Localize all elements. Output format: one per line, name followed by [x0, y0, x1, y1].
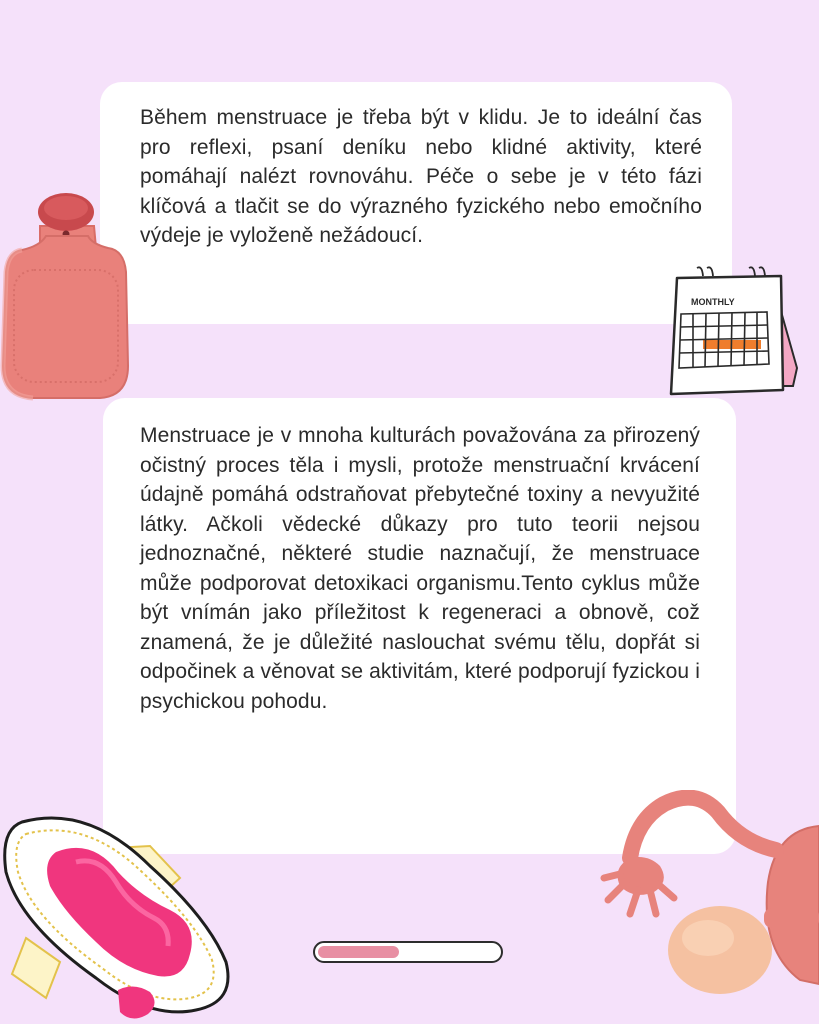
hot-water-bottle-icon — [0, 188, 135, 403]
calendar-label: MONTHLY — [691, 297, 735, 307]
card-1-text: Během menstruace je třeba být v klidu. Je to ideální čas pro reflexi, psaní deníku nebo klidné aktivity, které pomáhají nalézt rovnováhu. Péče o sebe je v této fázi klíčová a tlačit se do výrazného fyzického nebo emočního výdeje je vyloženě nežádoucí. — [140, 106, 702, 247]
calendar-icon — [663, 264, 803, 400]
text-card-2 — [103, 398, 736, 854]
text-card-1 — [100, 82, 732, 324]
progress-bar — [313, 941, 503, 963]
progress-fill — [318, 946, 399, 958]
uterus-icon — [600, 790, 819, 1024]
sanitary-pad-icon — [0, 812, 240, 1024]
card-2-text: Menstruace je v mnoha kulturách považována za přirozený očistný proces těla i mysli, protože menstruační krvácení údajně pomáhá odstraňovat přebytečné toxiny a nevyužité látky. Ačkoli vědecké důkazy pro tuto teorii nejsou jednoznačné, některé studie naznačují, že menstruace může podporovat detoxikaci organismu.Tento cyklus může být vnímán jako příležitost k regeneraci a obnově, což znamená, že je důležité naslouchat svému tělu, dopřát si odpočinek a věnovat se aktivitám, které podporují fyzickou i psychickou pohodu. — [140, 424, 700, 713]
